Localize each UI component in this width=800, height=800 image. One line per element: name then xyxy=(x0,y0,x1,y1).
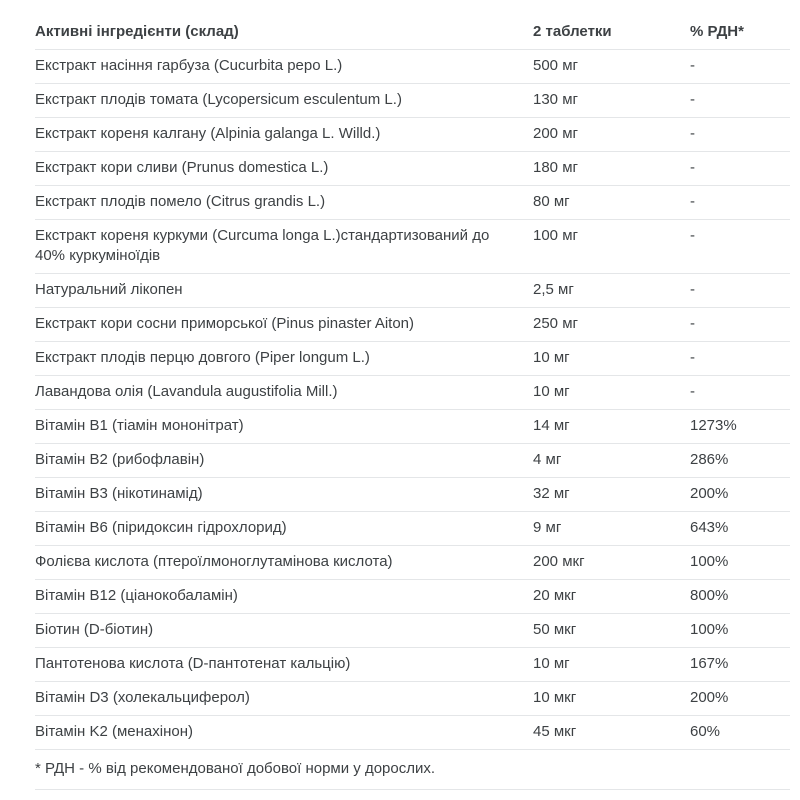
ingredient-name: Вітамін B1 (тіамін мононітрат) xyxy=(35,417,244,434)
ingredient-rdn: 200% xyxy=(690,485,729,502)
table-row xyxy=(35,50,790,84)
ingredient-rdn: - xyxy=(690,227,695,244)
ingredient-name: Вітамін D3 (холекальциферол) xyxy=(35,689,250,706)
table-row xyxy=(35,580,790,614)
ingredient-amount: 500 мг xyxy=(533,57,578,74)
ingredient-amount: 10 мг xyxy=(533,655,570,672)
ingredients-table-body xyxy=(35,50,790,750)
ingredient-rdn: - xyxy=(690,315,695,332)
table-row xyxy=(35,118,790,152)
ingredient-amount: 20 мкг xyxy=(533,587,577,604)
table-row xyxy=(35,682,790,716)
ingredient-rdn: 100% xyxy=(690,553,729,570)
ingredient-rdn: - xyxy=(690,281,695,298)
table-row xyxy=(35,84,790,118)
table-row xyxy=(35,220,790,274)
ingredient-rdn: 60% xyxy=(690,723,721,740)
table-footnote-row xyxy=(35,750,790,790)
header-rdn-label: % РДН* xyxy=(690,23,744,40)
table-row xyxy=(35,614,790,648)
table-header-row xyxy=(35,20,790,50)
ingredient-name: Вітамін B6 (піридоксин гідрохлорид) xyxy=(35,519,287,536)
ingredient-amount: 45 мкг xyxy=(533,723,577,740)
ingredient-amount: 200 мкг xyxy=(533,553,585,570)
ingredient-amount: 250 мг xyxy=(533,315,578,332)
ingredient-name: Екстракт плодів томата (Lycopersicum esculentum L.) xyxy=(35,91,402,108)
table-row xyxy=(35,478,790,512)
ingredient-amount: 4 мг xyxy=(533,451,562,468)
ingredient-rdn: 100% xyxy=(690,621,729,638)
ingredient-amount: 100 мг xyxy=(533,227,578,244)
ingredient-amount: 50 мкг xyxy=(533,621,577,638)
ingredient-amount: 10 мкг xyxy=(533,689,577,706)
ingredient-rdn: - xyxy=(690,57,695,74)
ingredients-table xyxy=(35,20,790,790)
footnote-text: * РДН - % від рекомендованої добової норми у дорослих. xyxy=(35,760,436,777)
ingredient-name: Біотин (D-біотин) xyxy=(35,621,154,638)
ingredient-name: Лавандова олія (Lavandula augustifolia Mill.) xyxy=(35,383,338,400)
ingredient-name: Натуральний лікопен xyxy=(35,281,183,298)
ingredient-amount: 130 мг xyxy=(533,91,578,108)
table-row xyxy=(35,410,790,444)
ingredient-rdn: - xyxy=(690,349,695,366)
ingredient-name: Екстракт кореня калгану (Alpinia galanga L. Willd.) xyxy=(35,125,381,142)
ingredient-name: Екстракт насіння гарбуза (Cucurbita pepo L.) xyxy=(35,57,343,74)
ingredient-name: Вітамін B2 (рибофлавін) xyxy=(35,451,205,468)
ingredient-amount: 180 мг xyxy=(533,159,578,176)
table-row xyxy=(35,186,790,220)
ingredient-amount: 10 мг xyxy=(533,383,570,400)
ingredient-amount: 200 мг xyxy=(533,125,578,142)
ingredient-amount: 10 мг xyxy=(533,349,570,366)
ingredient-rdn: - xyxy=(690,383,695,400)
ingredient-name: Вітамін K2 (менахінон) xyxy=(35,723,194,740)
ingredient-rdn: 286% xyxy=(690,451,729,468)
ingredient-amount: 2,5 мг xyxy=(533,281,574,298)
ingredient-name: Пантотенова кислота (D-пантотенат кальцію) xyxy=(35,655,351,672)
ingredient-name: Екстракт плодів перцю довгого (Piper longum L.) xyxy=(35,349,370,366)
ingredient-rdn: 200% xyxy=(690,689,729,706)
header-ingredient-label: Активні інгредієнти (склад) xyxy=(35,23,239,40)
ingredient-name: Екстракт кореня куркуми (Curcuma longa L.)стандартизований до 40% куркуміноїдів xyxy=(35,227,490,264)
ingredient-name: Фолієва кислота (птероїлмоноглутамінова кислота) xyxy=(35,553,393,570)
table-row xyxy=(35,274,790,308)
ingredient-name: Екстракт кори сливи (Prunus domestica L.) xyxy=(35,159,329,176)
ingredient-rdn: 800% xyxy=(690,587,729,604)
ingredient-name: Вітамін B3 (нікотинамід) xyxy=(35,485,203,502)
ingredient-rdn: 167% xyxy=(690,655,729,672)
table-row xyxy=(35,342,790,376)
table-row xyxy=(35,308,790,342)
table-row xyxy=(35,376,790,410)
ingredient-amount: 14 мг xyxy=(533,417,570,434)
table-row xyxy=(35,152,790,186)
ingredient-rdn: 1273% xyxy=(690,417,737,434)
ingredient-amount: 9 мг xyxy=(533,519,562,536)
ingredient-name: Екстракт плодів помело (Citrus grandis L.) xyxy=(35,193,326,210)
ingredient-rdn: - xyxy=(690,91,695,108)
ingredient-amount: 32 мг xyxy=(533,485,570,502)
ingredient-rdn: 643% xyxy=(690,519,729,536)
ingredient-rdn: - xyxy=(690,159,695,176)
table-row xyxy=(35,648,790,682)
table-row xyxy=(35,512,790,546)
ingredient-name: Вітамін B12 (ціанокобаламін) xyxy=(35,587,238,604)
table-row xyxy=(35,716,790,750)
ingredient-rdn: - xyxy=(690,193,695,210)
header-amount-label: 2 таблетки xyxy=(533,23,612,40)
table-row xyxy=(35,444,790,478)
table-row xyxy=(35,546,790,580)
ingredient-amount: 80 мг xyxy=(533,193,570,210)
ingredient-name: Екстракт кори сосни приморської (Pinus pinaster Aiton) xyxy=(35,315,414,332)
ingredient-rdn: - xyxy=(690,125,695,142)
